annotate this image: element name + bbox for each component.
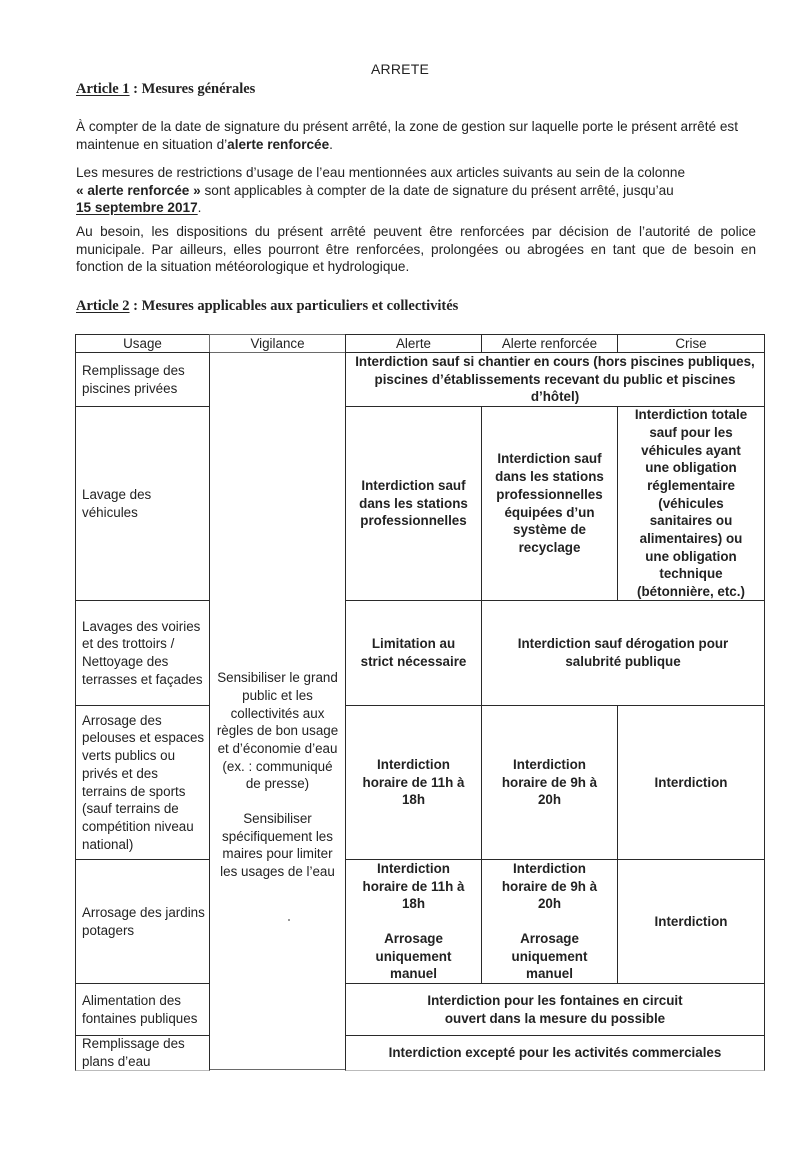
article-2-heading: Article 2 : Mesures applicables aux particuliers et collectivités bbox=[76, 298, 459, 314]
usage-cell: Arrosage des jardins potagers bbox=[75, 859, 210, 984]
article-2-title: Mesures applicables aux particuliers et collectivités bbox=[141, 298, 459, 314]
article-1-paragraph-2: Les mesures de restrictions d’usage de l’eau mentionnées aux articles suivants au sein de la colonne « alerte renforcée » sont applicables à compter de la date de signature du présent arrêté, jusqu’au 15 septembre 2017. bbox=[76, 165, 686, 215]
header-crise: Crise bbox=[617, 334, 765, 353]
article-1-heading: Article 1 : Mesures générales bbox=[76, 81, 256, 97]
scan-dot bbox=[288, 919, 290, 921]
usage-cell: Alimentation des fontaines publiques bbox=[75, 983, 210, 1036]
measure-cell-alerte-renforcee: Interdiction horaire de 9h à 20h bbox=[481, 705, 618, 860]
vigilance-merged-cell bbox=[209, 352, 346, 1070]
measure-cell-crise: Interdiction bbox=[617, 859, 765, 984]
end-date: 15 septembre 2017 bbox=[76, 200, 198, 215]
measure-merged-cell: Interdiction excepté pour les activités commerciales bbox=[345, 1035, 765, 1071]
measure-cell-crise: Interdiction totale sauf pour les véhicules ayant une obligation réglementaire (véhicules sanitaires ou alimentaires) ou une obligation technique (bétonnière, etc.) bbox=[617, 406, 765, 601]
article-2-label: Article 2 bbox=[76, 298, 130, 314]
header-usage: Usage bbox=[75, 334, 210, 353]
header-alerte: Alerte bbox=[345, 334, 482, 353]
measure-cell-alerte: Interdiction sauf dans les stations professionnelles bbox=[345, 406, 482, 601]
alert-level-reference: « alerte renforcée » bbox=[76, 182, 201, 198]
measure-cell-alerte-renforcee: Interdiction horaire de 9h à 20h Arrosage uniquement manuel bbox=[481, 859, 618, 984]
measure-cell-alerte: Limitation au strict nécessaire bbox=[345, 600, 482, 706]
measure-merged-cell: Interdiction pour les fontaines en circuit ouvert dans la mesure du possible bbox=[345, 983, 765, 1036]
article-1-paragraph-1: À compter de la date de signature du présent arrêté, la zone de gestion sur laquelle porte le présent arrêté est maintenue en situation d’alerte renforcée. bbox=[76, 119, 738, 152]
header-alerte-renforcee: Alerte renforcée bbox=[481, 334, 618, 353]
article-1-paragraph-3: Au besoin, les dispositions du présent arrêté peuvent être renforcées par décision de l’autorité de police municipale. Par ailleurs, elles pourront être renforcées, prolongées ou abrogées en tant que de besoin en fonction de la situation météorologique et hydrologique. bbox=[76, 224, 756, 274]
document-title: ARRETE bbox=[371, 61, 429, 77]
measure-merged-cell: Interdiction sauf si chantier en cours (hors piscines publiques, piscines d’établissements recevant du public et piscines d’hôtel) bbox=[345, 352, 765, 407]
measure-merged-cell: Interdiction sauf dérogation pour salubrité publique bbox=[481, 600, 765, 706]
article-1-title: Mesures générales bbox=[141, 81, 256, 97]
vigilance-general-measure: Sensibiliser le grand public et les collectivités aux règles de bon usage et d’économie d’eau (ex. : communiqué de presse) bbox=[216, 670, 339, 792]
measure-cell-alerte: Interdiction horaire de 11h à 18h Arrosage uniquement manuel bbox=[345, 859, 482, 984]
measure-cell-alerte-renforcee: Interdiction sauf dans les stations professionnelles équipées d’un système de recyclage bbox=[481, 406, 618, 601]
article-1-label: Article 1 bbox=[76, 81, 130, 97]
measure-cell-alerte: Interdiction horaire de 11h à 18h bbox=[345, 705, 482, 860]
usage-cell: Arrosage des pelouses et espaces verts publics ou privés et des terrains de sports (sauf terrains de compétition niveau national) bbox=[75, 705, 210, 860]
header-vigilance: Vigilance bbox=[209, 334, 346, 353]
usage-cell: Lavages des voiries et des trottoirs / Nettoyage des terrasses et façades bbox=[75, 600, 210, 706]
measure-cell-crise: Interdiction bbox=[617, 705, 765, 860]
vigilance-mayor-measure: Sensibiliser spécifiquement les maires pour limiter les usages de l’eau bbox=[220, 811, 335, 880]
usage-cell: Lavage des véhicules bbox=[75, 406, 210, 601]
usage-cell: Remplissage des piscines privées bbox=[75, 352, 210, 407]
usage-cell: Remplissage des plans d’eau bbox=[75, 1035, 210, 1071]
